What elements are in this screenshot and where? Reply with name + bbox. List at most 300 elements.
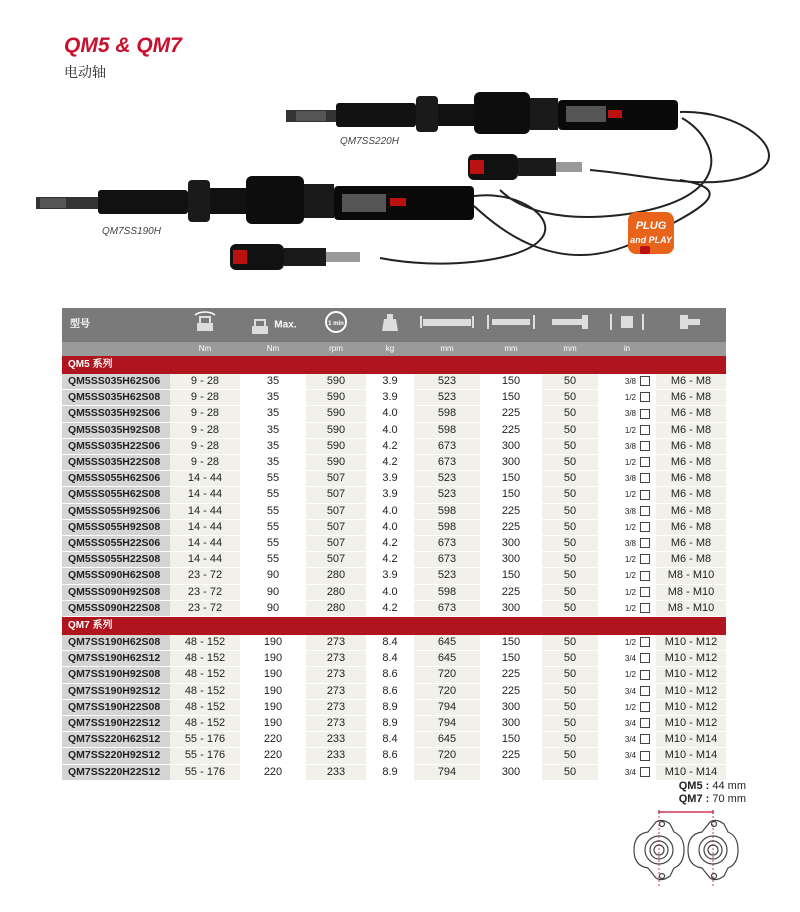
cell-torque-range: 48 - 152 bbox=[170, 716, 240, 732]
cell-stroke: 300 bbox=[480, 536, 542, 552]
table-row bbox=[62, 438, 726, 454]
table-row bbox=[62, 519, 726, 535]
col-model-header: 型号 bbox=[62, 308, 170, 342]
cell-torque-max: 55 bbox=[240, 552, 306, 568]
group-title: QM5 系列 bbox=[62, 356, 726, 374]
cell-weight: 4.0 bbox=[366, 584, 414, 600]
tool-bottom-image bbox=[36, 176, 710, 264]
cell-torque-range: 48 - 152 bbox=[170, 635, 240, 651]
cell-torque-max: 90 bbox=[240, 584, 306, 600]
cell-bolt-size: M10 - M14 bbox=[656, 732, 726, 748]
cell-length: 720 bbox=[414, 748, 480, 764]
cell-model: QM5SS055H22S08 bbox=[62, 552, 170, 568]
table-row bbox=[62, 667, 726, 683]
cell-torque-max: 190 bbox=[240, 651, 306, 667]
cell-offset: 50 bbox=[542, 748, 598, 764]
cell-stroke: 300 bbox=[480, 455, 542, 471]
cell-speed: 273 bbox=[306, 667, 366, 683]
table-row bbox=[62, 471, 726, 487]
cell-stroke: 300 bbox=[480, 438, 542, 454]
cell-weight: 4.0 bbox=[366, 406, 414, 422]
cell-bolt-size: M6 - M8 bbox=[656, 438, 726, 454]
cell-torque-max: 190 bbox=[240, 716, 306, 732]
cell-square-drive bbox=[598, 390, 656, 406]
cell-bolt-size: M6 - M8 bbox=[656, 536, 726, 552]
cell-weight: 8.9 bbox=[366, 699, 414, 715]
cell-stroke: 225 bbox=[480, 584, 542, 600]
square-drive-value: 1/2 bbox=[624, 393, 636, 403]
cell-offset: 50 bbox=[542, 764, 598, 780]
cell-offset: 50 bbox=[542, 503, 598, 519]
cell-bolt-size: M8 - M10 bbox=[656, 568, 726, 584]
cell-length: 598 bbox=[414, 406, 480, 422]
cell-offset: 50 bbox=[542, 455, 598, 471]
square-drive-icon bbox=[640, 441, 650, 451]
cell-weight: 3.9 bbox=[366, 374, 414, 390]
square-drive-icon bbox=[640, 425, 650, 435]
cell-model: QM5SS090H22S08 bbox=[62, 600, 170, 616]
square-drive-value: 3/8 bbox=[624, 377, 636, 386]
unit-offset: mm bbox=[542, 342, 598, 356]
cell-square-drive bbox=[598, 667, 656, 683]
cell-stroke: 300 bbox=[480, 600, 542, 616]
cell-torque-range: 9 - 28 bbox=[170, 374, 240, 390]
cell-stroke: 150 bbox=[480, 487, 542, 503]
cell-square-drive bbox=[598, 471, 656, 487]
cell-length: 598 bbox=[414, 519, 480, 535]
cell-length: 523 bbox=[414, 471, 480, 487]
cell-offset: 50 bbox=[542, 536, 598, 552]
cell-speed: 280 bbox=[306, 584, 366, 600]
cell-speed: 273 bbox=[306, 683, 366, 699]
square-drive-icon bbox=[640, 506, 650, 516]
cell-length: 794 bbox=[414, 764, 480, 780]
cell-model: QM7SS190H22S08 bbox=[62, 699, 170, 715]
cell-square-drive bbox=[598, 732, 656, 748]
cell-speed: 507 bbox=[306, 503, 366, 519]
cell-torque-range: 9 - 28 bbox=[170, 455, 240, 471]
legend-qm7-value: 70 mm bbox=[712, 793, 746, 805]
legend-qm7 bbox=[679, 793, 746, 805]
unit-torque-max: Nm bbox=[240, 342, 306, 356]
torque-max-icon bbox=[240, 308, 306, 342]
cell-bolt-size: M6 - M8 bbox=[656, 406, 726, 422]
square-drive-icon bbox=[640, 554, 650, 564]
square-drive-icon bbox=[640, 571, 650, 581]
cell-model: QM7SS190H92S12 bbox=[62, 683, 170, 699]
cell-length: 720 bbox=[414, 667, 480, 683]
cell-torque-range: 23 - 72 bbox=[170, 568, 240, 584]
cell-torque-max: 55 bbox=[240, 536, 306, 552]
cell-weight: 8.9 bbox=[366, 716, 414, 732]
cell-torque-max: 35 bbox=[240, 422, 306, 438]
cell-offset: 50 bbox=[542, 438, 598, 454]
cell-offset: 50 bbox=[542, 374, 598, 390]
cell-weight: 3.9 bbox=[366, 487, 414, 503]
cell-square-drive bbox=[598, 683, 656, 699]
cell-model: QM5SS035H22S06 bbox=[62, 438, 170, 454]
cell-speed: 233 bbox=[306, 764, 366, 780]
cell-model: QM5SS035H62S06 bbox=[62, 374, 170, 390]
table-header-icons-row bbox=[62, 308, 726, 342]
table-row bbox=[62, 455, 726, 471]
square-drive-value: 1/2 bbox=[624, 670, 636, 680]
cell-length: 673 bbox=[414, 552, 480, 568]
cell-torque-max: 55 bbox=[240, 487, 306, 503]
cell-stroke: 150 bbox=[480, 732, 542, 748]
cell-square-drive bbox=[598, 748, 656, 764]
cell-length: 673 bbox=[414, 600, 480, 616]
cell-offset: 50 bbox=[542, 584, 598, 600]
cell-torque-range: 9 - 28 bbox=[170, 406, 240, 422]
cell-speed: 590 bbox=[306, 455, 366, 471]
cell-model: QM7SS190H92S08 bbox=[62, 667, 170, 683]
table-header-units-row bbox=[62, 342, 726, 356]
cell-bolt-size: M10 - M12 bbox=[656, 716, 726, 732]
cell-torque-range: 48 - 152 bbox=[170, 683, 240, 699]
cell-square-drive bbox=[598, 536, 656, 552]
rpm-icon-label: 1 min bbox=[328, 321, 344, 328]
square-drive-icon bbox=[640, 767, 650, 777]
cell-weight: 4.0 bbox=[366, 503, 414, 519]
cell-speed: 273 bbox=[306, 699, 366, 715]
cell-weight: 4.2 bbox=[366, 600, 414, 616]
cell-length: 645 bbox=[414, 635, 480, 651]
cell-model: QM7SS220H92S12 bbox=[62, 748, 170, 764]
cell-torque-max: 220 bbox=[240, 764, 306, 780]
cell-bolt-size: M6 - M8 bbox=[656, 390, 726, 406]
cell-bolt-size: M6 - M8 bbox=[656, 471, 726, 487]
square-drive-icon bbox=[640, 409, 650, 419]
cell-torque-range: 55 - 176 bbox=[170, 764, 240, 780]
square-drive-value: 3/8 bbox=[624, 441, 636, 451]
cell-offset: 50 bbox=[542, 651, 598, 667]
square-drive-icon bbox=[640, 686, 650, 696]
square-drive-icon bbox=[640, 734, 650, 744]
group-title: QM7 系列 bbox=[62, 617, 726, 636]
cell-torque-max: 55 bbox=[240, 471, 306, 487]
cell-torque-range: 14 - 44 bbox=[170, 536, 240, 552]
unit-length: mm bbox=[414, 342, 480, 356]
square-drive-icon bbox=[640, 587, 650, 597]
table-row bbox=[62, 748, 726, 764]
table-row bbox=[62, 716, 726, 732]
group-row bbox=[62, 356, 726, 374]
cell-stroke: 225 bbox=[480, 667, 542, 683]
cell-speed: 590 bbox=[306, 374, 366, 390]
bolt-size-icon bbox=[656, 308, 726, 342]
table-row bbox=[62, 651, 726, 667]
square-drive-value: 3/4 bbox=[624, 735, 636, 745]
cell-torque-max: 55 bbox=[240, 503, 306, 519]
cell-torque-range: 9 - 28 bbox=[170, 422, 240, 438]
cell-torque-max: 190 bbox=[240, 683, 306, 699]
square-drive-value: 1/2 bbox=[624, 638, 636, 648]
cell-stroke: 150 bbox=[480, 635, 542, 651]
legend-qm5 bbox=[679, 780, 746, 792]
cell-weight: 8.4 bbox=[366, 651, 414, 667]
unit-stroke: mm bbox=[480, 342, 542, 356]
badge-text-play: and PLAY bbox=[630, 235, 672, 245]
cell-length: 598 bbox=[414, 584, 480, 600]
table-row bbox=[62, 600, 726, 616]
cell-model: QM5SS035H92S06 bbox=[62, 406, 170, 422]
cell-weight: 4.0 bbox=[366, 519, 414, 535]
table-row bbox=[62, 683, 726, 699]
cell-speed: 233 bbox=[306, 748, 366, 764]
cell-weight: 8.6 bbox=[366, 667, 414, 683]
cell-square-drive bbox=[598, 406, 656, 422]
page-subtitle: 电动轴 bbox=[64, 64, 106, 80]
cell-offset: 50 bbox=[542, 390, 598, 406]
cell-model: QM7SS220H22S12 bbox=[62, 764, 170, 780]
table-body bbox=[62, 356, 726, 780]
cell-square-drive bbox=[598, 716, 656, 732]
cell-square-drive bbox=[598, 764, 656, 780]
cell-square-drive bbox=[598, 487, 656, 503]
table-row bbox=[62, 374, 726, 390]
table-row bbox=[62, 584, 726, 600]
cell-weight: 8.4 bbox=[366, 732, 414, 748]
spec-table bbox=[62, 308, 726, 781]
cell-stroke: 225 bbox=[480, 406, 542, 422]
cell-speed: 273 bbox=[306, 716, 366, 732]
cell-speed: 590 bbox=[306, 438, 366, 454]
cell-speed: 273 bbox=[306, 635, 366, 651]
cell-weight: 4.2 bbox=[366, 536, 414, 552]
table-row bbox=[62, 487, 726, 503]
cell-stroke: 150 bbox=[480, 568, 542, 584]
cell-torque-range: 9 - 28 bbox=[170, 390, 240, 406]
stroke-length-icon bbox=[480, 308, 542, 342]
length-icon bbox=[414, 308, 480, 342]
cell-weight: 3.9 bbox=[366, 568, 414, 584]
cell-weight: 8.9 bbox=[366, 764, 414, 780]
cell-length: 794 bbox=[414, 716, 480, 732]
cell-model: QM7SS190H22S12 bbox=[62, 716, 170, 732]
cell-offset: 50 bbox=[542, 600, 598, 616]
offset-icon bbox=[542, 308, 598, 342]
square-drive-value: 3/4 bbox=[624, 654, 636, 664]
cell-length: 598 bbox=[414, 503, 480, 519]
square-drive-value: 3/8 bbox=[624, 506, 636, 516]
square-drive-value: 3/4 bbox=[624, 767, 636, 777]
table-row bbox=[62, 568, 726, 584]
cell-length: 673 bbox=[414, 438, 480, 454]
legend-qm5-label: QM5 : bbox=[678, 780, 710, 792]
cell-offset: 50 bbox=[542, 471, 598, 487]
cell-square-drive bbox=[598, 568, 656, 584]
table-row bbox=[62, 764, 726, 780]
square-drive-icon bbox=[640, 718, 650, 728]
cell-bolt-size: M6 - M8 bbox=[656, 374, 726, 390]
cell-square-drive bbox=[598, 374, 656, 390]
cell-offset: 50 bbox=[542, 635, 598, 651]
cell-stroke: 150 bbox=[480, 374, 542, 390]
cell-speed: 590 bbox=[306, 406, 366, 422]
cell-speed: 233 bbox=[306, 732, 366, 748]
cell-length: 598 bbox=[414, 422, 480, 438]
cell-model: QM7SS220H62S12 bbox=[62, 732, 170, 748]
cell-bolt-size: M6 - M8 bbox=[656, 422, 726, 438]
table-row bbox=[62, 699, 726, 715]
square-drive-value: 1/2 bbox=[624, 702, 636, 712]
cell-length: 673 bbox=[414, 536, 480, 552]
square-drive-value: 1/2 bbox=[624, 603, 636, 613]
cell-offset: 50 bbox=[542, 487, 598, 503]
cell-speed: 507 bbox=[306, 471, 366, 487]
cell-weight: 8.4 bbox=[366, 635, 414, 651]
caption-bottom-tool: QM7SS190H bbox=[102, 226, 161, 237]
cell-torque-range: 14 - 44 bbox=[170, 503, 240, 519]
cell-model: QM5SS090H92S08 bbox=[62, 584, 170, 600]
square-drive-icon bbox=[640, 603, 650, 613]
weight-icon bbox=[366, 308, 414, 342]
table-row bbox=[62, 503, 726, 519]
cell-torque-max: 35 bbox=[240, 390, 306, 406]
cell-weight: 4.0 bbox=[366, 422, 414, 438]
cell-torque-max: 35 bbox=[240, 455, 306, 471]
square-drive-value: 3/4 bbox=[624, 719, 636, 729]
cell-speed: 507 bbox=[306, 552, 366, 568]
caption-top-tool: QM7SS220H bbox=[340, 136, 399, 147]
cell-weight: 4.2 bbox=[366, 438, 414, 454]
square-drive-value: 3/8 bbox=[624, 474, 636, 484]
table-row bbox=[62, 422, 726, 438]
cell-offset: 50 bbox=[542, 699, 598, 715]
cell-stroke: 300 bbox=[480, 716, 542, 732]
cell-torque-max: 190 bbox=[240, 635, 306, 651]
cell-square-drive bbox=[598, 635, 656, 651]
speed-icon bbox=[306, 308, 366, 342]
cell-length: 645 bbox=[414, 732, 480, 748]
table-row bbox=[62, 390, 726, 406]
cell-stroke: 150 bbox=[480, 390, 542, 406]
cell-square-drive bbox=[598, 552, 656, 568]
cell-offset: 50 bbox=[542, 732, 598, 748]
cell-torque-range: 14 - 44 bbox=[170, 487, 240, 503]
cell-torque-range: 23 - 72 bbox=[170, 600, 240, 616]
square-drive-icon bbox=[640, 637, 650, 647]
cell-stroke: 225 bbox=[480, 422, 542, 438]
unit-square-drive: in bbox=[598, 342, 656, 356]
cell-square-drive bbox=[598, 699, 656, 715]
cell-length: 523 bbox=[414, 568, 480, 584]
cell-length: 523 bbox=[414, 487, 480, 503]
cell-speed: 507 bbox=[306, 519, 366, 535]
cell-torque-max: 55 bbox=[240, 519, 306, 535]
cell-torque-max: 35 bbox=[240, 438, 306, 454]
cell-bolt-size: M10 - M14 bbox=[656, 764, 726, 780]
cell-weight: 4.2 bbox=[366, 455, 414, 471]
cell-speed: 590 bbox=[306, 390, 366, 406]
square-drive-value: 3/4 bbox=[624, 751, 636, 761]
cell-offset: 50 bbox=[542, 683, 598, 699]
cell-torque-range: 48 - 152 bbox=[170, 651, 240, 667]
cell-square-drive bbox=[598, 422, 656, 438]
cell-weight: 4.2 bbox=[366, 552, 414, 568]
cell-speed: 273 bbox=[306, 651, 366, 667]
torque-range-icon bbox=[170, 308, 240, 342]
unit-speed: rpm bbox=[306, 342, 366, 356]
cell-stroke: 225 bbox=[480, 748, 542, 764]
cell-bolt-size: M8 - M10 bbox=[656, 600, 726, 616]
cell-bolt-size: M10 - M14 bbox=[656, 748, 726, 764]
cell-torque-range: 23 - 72 bbox=[170, 584, 240, 600]
cell-torque-max: 190 bbox=[240, 667, 306, 683]
cell-length: 794 bbox=[414, 699, 480, 715]
cell-model: QM5SS055H92S06 bbox=[62, 503, 170, 519]
cell-torque-max: 35 bbox=[240, 374, 306, 390]
cell-offset: 50 bbox=[542, 422, 598, 438]
square-drive-icon bbox=[640, 490, 650, 500]
cell-offset: 50 bbox=[542, 552, 598, 568]
square-drive-value: 3/8 bbox=[624, 409, 636, 419]
cell-length: 645 bbox=[414, 651, 480, 667]
cell-torque-max: 220 bbox=[240, 748, 306, 764]
cell-bolt-size: M10 - M12 bbox=[656, 651, 726, 667]
cell-torque-max: 90 bbox=[240, 600, 306, 616]
cell-torque-max: 35 bbox=[240, 406, 306, 422]
cell-square-drive bbox=[598, 519, 656, 535]
square-drive-icon bbox=[640, 376, 650, 386]
product-illustration bbox=[0, 0, 800, 300]
connector-top-image bbox=[468, 154, 582, 180]
cell-torque-range: 14 - 44 bbox=[170, 552, 240, 568]
cell-speed: 590 bbox=[306, 422, 366, 438]
cell-model: QM7SS190H62S08 bbox=[62, 635, 170, 651]
table-row bbox=[62, 536, 726, 552]
spacing-legend bbox=[626, 780, 746, 890]
cell-square-drive bbox=[598, 503, 656, 519]
cell-model: QM5SS035H92S08 bbox=[62, 422, 170, 438]
cell-offset: 50 bbox=[542, 716, 598, 732]
cell-stroke: 300 bbox=[480, 699, 542, 715]
cell-bolt-size: M8 - M10 bbox=[656, 584, 726, 600]
cell-offset: 50 bbox=[542, 519, 598, 535]
unit-weight: kg bbox=[366, 342, 414, 356]
legend-qm5-value: 44 mm bbox=[712, 780, 746, 792]
cell-square-drive bbox=[598, 438, 656, 454]
cell-torque-max: 220 bbox=[240, 732, 306, 748]
cell-stroke: 225 bbox=[480, 503, 542, 519]
cell-model: QM5SS055H62S08 bbox=[62, 487, 170, 503]
group-row bbox=[62, 617, 726, 636]
legend-qm7-label: QM7 : bbox=[678, 793, 710, 805]
cell-bolt-size: M10 - M12 bbox=[656, 683, 726, 699]
square-drive-icon bbox=[640, 392, 650, 402]
cell-model: QM5SS055H22S06 bbox=[62, 536, 170, 552]
square-drive-icon bbox=[640, 751, 650, 761]
cell-offset: 50 bbox=[542, 667, 598, 683]
cell-torque-range: 14 - 44 bbox=[170, 471, 240, 487]
square-drive-value: 1/2 bbox=[624, 458, 636, 468]
cell-offset: 50 bbox=[542, 406, 598, 422]
square-drive-value: 3/8 bbox=[624, 539, 636, 549]
max-label: Max. bbox=[274, 319, 297, 331]
square-drive-icon bbox=[640, 473, 650, 483]
square-drive-icon bbox=[640, 457, 650, 467]
cell-bolt-size: M10 - M12 bbox=[656, 635, 726, 651]
connector-bottom-image bbox=[230, 244, 360, 270]
unit-model bbox=[62, 342, 170, 356]
cell-offset: 50 bbox=[542, 568, 598, 584]
cell-weight: 8.6 bbox=[366, 748, 414, 764]
cell-speed: 280 bbox=[306, 600, 366, 616]
cell-square-drive bbox=[598, 455, 656, 471]
cell-torque-range: 48 - 152 bbox=[170, 699, 240, 715]
plug-and-play-badge bbox=[626, 210, 676, 256]
